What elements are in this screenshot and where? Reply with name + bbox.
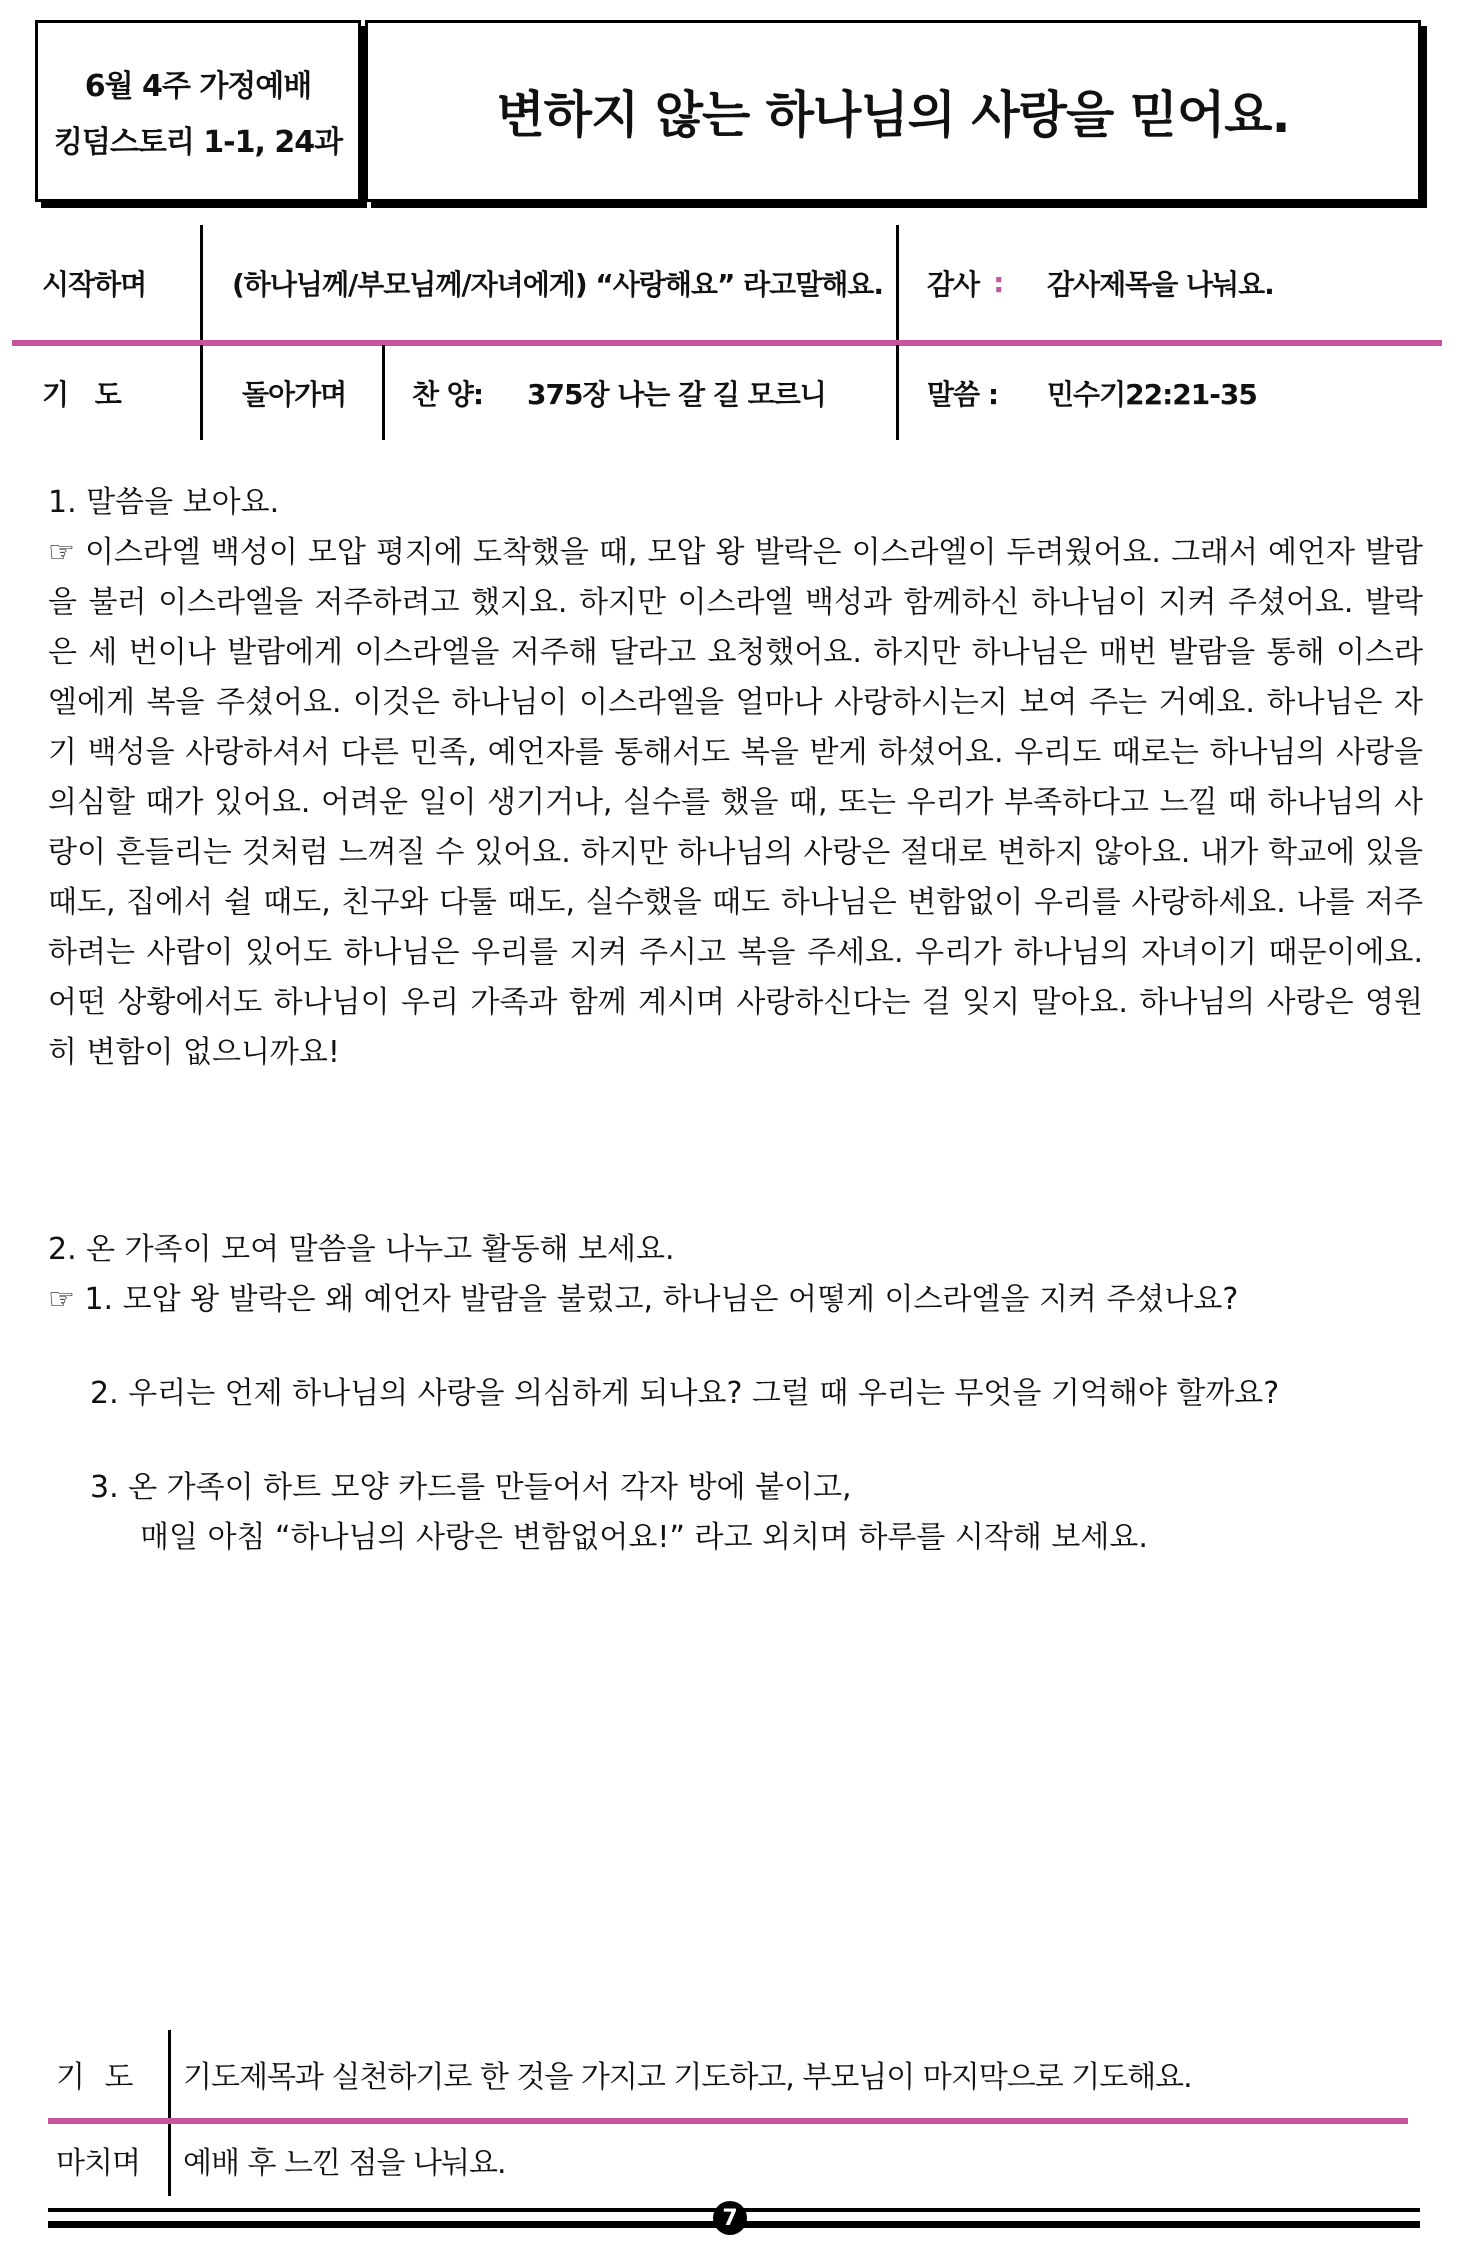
spacer (48, 1419, 1423, 1463)
question-1: 1. 모압 왕 발락은 왜 예언자 발람을 불렀고, 하나님은 어떻게 이스라엘을 지켜 주셨나요? (84, 1282, 1239, 1317)
divider (896, 225, 899, 340)
prayer-label: 기 도 (42, 377, 121, 411)
page-number: 7 (713, 2201, 747, 2235)
hymn-text: 375장 나는 갈 길 모르니 (527, 377, 826, 411)
question-3-line-2: 매일 아침 “하나님의 사랑은 변함없어요!” 라고 외치며 하루를 시작해 보세요. (140, 1520, 1148, 1555)
footer-prayer-label: 기 도 (56, 2060, 133, 2095)
page-title: 변하지 않는 하나님의 사랑을 믿어요. (496, 86, 1290, 144)
order-row-prayer (12, 345, 1442, 440)
thanks-text: 감사제목을 나눠요. (1047, 267, 1274, 301)
section-1-paragraph: ☞ 이스라엘 백성이 모압 평지에 도착했을 때, 모압 왕 발락은 이스라엘이 두려웠어요. 그래서 예언자 발람을 불러 이스라엘을 저주하려고 했지요. 하지만 이스라엘 백성과 함께하신 하나님이 지켜 주셨어요. 발락은 세 번이나 발람에게 이스라엘을 저주해 달라고 요청했어요. 하지만 하나님은 매번 발람을 통해 이스라엘에게 복을 주셨어요. 이것은 하나님이 이스라엘을 얼마나 사랑하시는지 보여 주는 거예요. 하나님은 자기 백성을 사랑하셔서 다른 민족, 예언자를 통해서도 복을 받게 하셨어요. 우리도 때로는 하나님의 사랑을 의심할 때가 있어요. 어려운 일이 생기거나, 실수를 했을 때, 또는 우리가 부족하다고 느낄 때 하나님의 사랑이 흔들리는 것처럼 느껴질 수 있어요. 하지만 하나님의 사랑은 절대로 변하지 않아요. 내가 학교에 있을 때도, 집에서 쉴 때도, 친구와 다툴 때도, 실수했을 때도 하나님은 변함없이 우리를 사랑하세요. 나를 저주하려는 사람이 있어도 하나님은 우리를 지켜 주시고 복을 주세요. 우리가 하나님의 자녀이기 때문이에요. 어떤 상황에서도 하나님이 우리 가족과 함께 계시며 사랑하신다는 걸 잊지 말아요. 하나님의 사랑은 영원히 변함이 없으니까요! (48, 535, 1423, 1070)
divider (200, 225, 203, 340)
word-text: 민수기22:21-35 (1047, 377, 1257, 411)
question-2: 2. 우리는 언제 하나님의 사랑을 의심하게 되나요? 그럴 때 우리는 무엇을 기억해야 할까요? (90, 1376, 1280, 1411)
section-1-heading: 1. 말씀을 보아요. (48, 485, 280, 520)
footer-closing-label: 마치며 (56, 2146, 140, 2181)
word-label: 말씀 : (927, 377, 999, 411)
question-1-line (48, 1275, 1423, 1325)
thanks-label-group (927, 225, 1003, 340)
footer-prayer-text: 기도제목과 실천하기로 한 것을 가지고 기도하고, 부모님이 마지막으로 기도해요. (183, 2060, 1192, 2095)
divider (896, 345, 899, 440)
pointer-icon: ☞ (48, 1282, 75, 1317)
question-3-line-1: 3. 온 가족이 하트 모양 카드를 만들어서 각자 방에 붙이고, (90, 1470, 852, 1505)
thanks-colon: : (993, 266, 1004, 299)
start-text: (하나님께/부모님께/자녀에게) “사랑해요” 라고말해요. (232, 267, 883, 301)
footer-row-prayer (48, 2030, 1408, 2118)
order-row-start (12, 225, 1442, 340)
footer-closing-text: 예배 후 느낀 점을 나눠요. (183, 2146, 506, 2181)
section-2-heading: 2. 온 가족이 모여 말씀을 나누고 활동해 보세요. (48, 1232, 675, 1267)
series-label: 킹덤스토리 1-1, 24과 (53, 125, 343, 160)
divider (168, 2030, 171, 2118)
section-1 (48, 478, 1423, 1078)
footer-row-closing (48, 2124, 1408, 2196)
divider (200, 345, 203, 440)
week-label: 6월 4주 가정예배 (84, 69, 312, 104)
week-info-box (35, 20, 361, 202)
thanks-label: 감사 (927, 267, 980, 301)
title-box (365, 20, 1421, 202)
section-2 (48, 1225, 1423, 1563)
spacer (48, 1325, 1423, 1369)
start-label: 시작하며 (42, 267, 147, 301)
hymn-label: 찬 양: (412, 377, 484, 411)
prayer-text: 돌아가며 (242, 377, 347, 411)
divider (168, 2124, 171, 2196)
divider (382, 345, 385, 440)
